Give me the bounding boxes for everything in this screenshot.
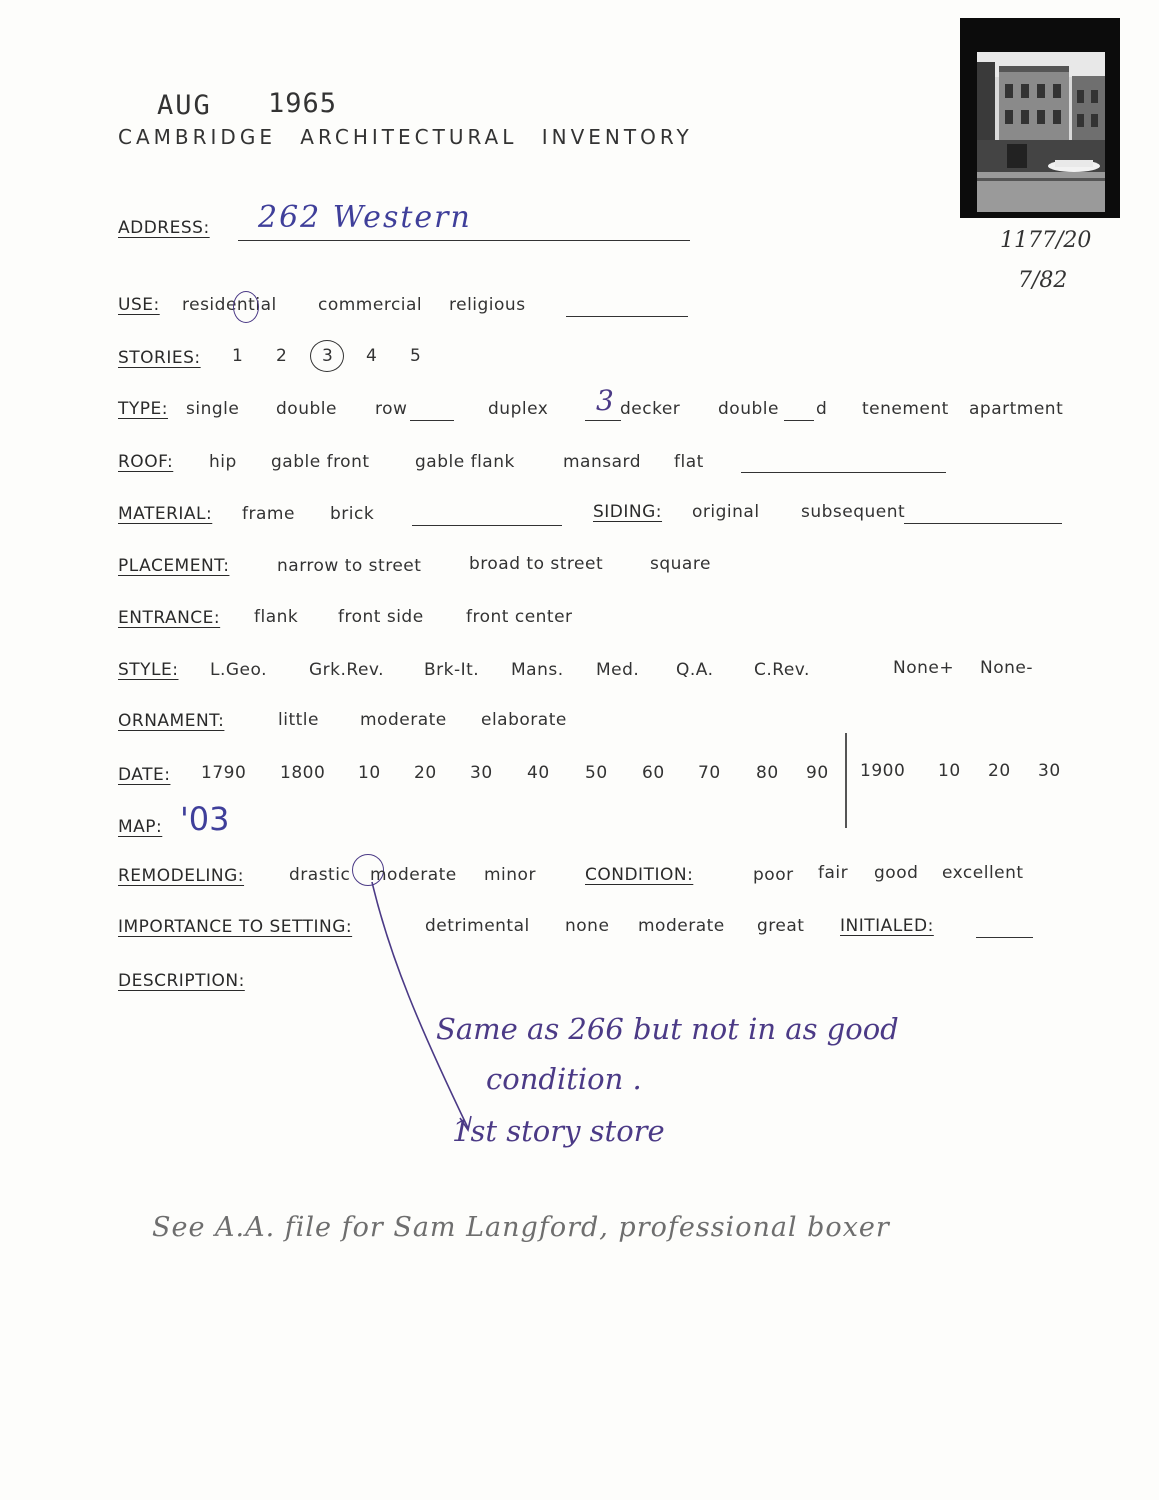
remodeling-label: REMODELING: (118, 866, 245, 886)
type-row-line (410, 420, 454, 421)
ornament-label: ORNAMENT: (118, 711, 225, 731)
ornament-option-moderate: moderate (360, 710, 447, 730)
roof-option-hip: hip (209, 452, 237, 472)
style-label: STYLE: (118, 660, 179, 680)
type-double-d-line (784, 420, 814, 421)
map-label: MAP: (118, 817, 163, 837)
placement-label: PLACEMENT: (118, 556, 230, 576)
century-divider (845, 733, 847, 828)
building-photo (960, 18, 1120, 218)
type-option-apartment: apartment (969, 399, 1064, 419)
date-month: AUG (157, 90, 212, 121)
style-option-qa: Q.A. (676, 660, 714, 680)
type-label: TYPE: (118, 399, 168, 419)
roof-other-line (741, 472, 946, 473)
style-option-mans: Mans. (511, 660, 564, 680)
importance-option-great: great (757, 916, 805, 936)
description-label: DESCRIPTION: (118, 971, 245, 991)
style-option-grkrev: Grk.Rev. (309, 660, 385, 680)
condition-label: CONDITION: (585, 865, 694, 885)
placement-option-broad: broad to street (469, 554, 604, 574)
annotation-arrow (360, 878, 500, 1138)
roof-option-mansard: mansard (563, 452, 642, 472)
importance-option-none: none (565, 916, 610, 936)
description-line2: condition . (486, 1062, 642, 1096)
roof-option-flat: flat (674, 452, 704, 472)
date-option: 20 (988, 761, 1011, 781)
type-option-decker: decker (620, 399, 681, 419)
selection-circle (310, 340, 344, 372)
use-other-line (566, 316, 688, 317)
date-option: 1800 (280, 763, 326, 783)
material-other-line (412, 525, 562, 526)
selection-circle (233, 291, 259, 323)
condition-option-excellent: excellent (942, 863, 1024, 883)
address-value: 262 Western (258, 200, 472, 235)
placement-option-square: square (650, 554, 711, 574)
roof-option-gable-front: gable front (271, 452, 370, 472)
entrance-option-front-side: front side (338, 607, 424, 627)
stories-option-3: 3 (322, 346, 334, 366)
style-option-med: Med. (596, 660, 640, 680)
type-option-double: double (276, 399, 337, 419)
date-option: 80 (756, 763, 779, 783)
description-line1: Same as 266 but not in as good (436, 1012, 899, 1046)
ornament-option-little: little (278, 710, 319, 730)
date-option: 1900 (860, 761, 906, 781)
map-value: '03 (180, 800, 230, 838)
date-option: 1790 (201, 763, 247, 783)
remodeling-option-drastic: drastic (289, 865, 351, 885)
address-line (238, 240, 690, 241)
stories-option-2: 2 (276, 346, 288, 366)
type-option-duplex: duplex (488, 399, 549, 419)
use-option-residential: residential (182, 295, 277, 315)
type-decker-value: 3 (596, 384, 614, 417)
date-label: DATE: (118, 765, 171, 785)
footer-note: See A.A. file for Sam Langford, professional boxer (152, 1212, 890, 1243)
material-label: MATERIAL: (118, 504, 213, 524)
stories-option-4: 4 (366, 346, 378, 366)
style-option-none-minus: None- (980, 658, 1033, 678)
condition-option-good: good (874, 863, 919, 883)
style-option-brkit: Brk-It. (424, 660, 480, 680)
initialed-line (976, 937, 1033, 938)
use-option-religious: religious (449, 295, 526, 315)
use-label: USE: (118, 295, 160, 315)
roof-label: ROOF: (118, 452, 174, 472)
description-line3: 1st story store (452, 1114, 665, 1148)
date-option: 40 (527, 763, 550, 783)
side-note-line1: 1177/20 (1000, 228, 1092, 253)
roof-option-gable-flank: gable flank (415, 452, 515, 472)
stories-option-5: 5 (410, 346, 422, 366)
date-option: 20 (414, 763, 437, 783)
stories-option-1: 1 (232, 346, 244, 366)
style-option-lgeo: L.Geo. (210, 660, 268, 680)
form-title: CAMBRIDGE ARCHITECTURAL INVENTORY (118, 125, 693, 149)
siding-label: SIDING: (593, 502, 663, 522)
date-option: 10 (938, 761, 961, 781)
placement-option-narrow: narrow to street (277, 556, 422, 576)
condition-option-poor: poor (753, 865, 794, 885)
type-option-tenement: tenement (862, 399, 949, 419)
date-option: 50 (585, 763, 608, 783)
material-option-brick: brick (330, 504, 375, 524)
siding-option-subsequent: subsequent (801, 502, 906, 522)
entrance-label: ENTRANCE: (118, 608, 221, 628)
style-option-crev: C.Rev. (754, 660, 810, 680)
date-option: 30 (470, 763, 493, 783)
remodeling-option-minor: minor (484, 865, 536, 885)
date-option: 60 (642, 763, 665, 783)
style-option-none-plus: None+ (893, 658, 955, 678)
date-option: 30 (1038, 761, 1061, 781)
importance-option-moderate: moderate (638, 916, 725, 936)
type-option-row: row (375, 399, 408, 419)
date-option: 10 (358, 763, 381, 783)
type-option-double-d: double (718, 399, 779, 419)
entrance-option-flank: flank (254, 607, 299, 627)
importance-option-detrimental: detrimental (425, 916, 530, 936)
stories-label: STORIES: (118, 348, 201, 368)
date-option: 70 (698, 763, 721, 783)
building-photo-icon (977, 52, 1105, 212)
type-option-d: d (816, 399, 828, 419)
type-decker-line (585, 420, 621, 421)
date-option: 90 (806, 763, 829, 783)
address-label: ADDRESS: (118, 218, 210, 238)
siding-other-line (904, 523, 1062, 524)
date-year: 1965 (268, 88, 338, 119)
side-note-line2: 7/82 (1018, 268, 1068, 293)
initialed-label: INITIALED: (840, 916, 934, 936)
entrance-option-front-center: front center (466, 607, 573, 627)
ornament-option-elaborate: elaborate (481, 710, 567, 730)
remodeling-option-moderate: moderate (370, 865, 457, 885)
importance-label: IMPORTANCE TO SETTING: (118, 917, 353, 937)
material-option-frame: frame (242, 504, 295, 524)
siding-option-original: original (692, 502, 760, 522)
type-option-single: single (186, 399, 240, 419)
use-option-commercial: commercial (318, 295, 423, 315)
condition-option-fair: fair (818, 863, 849, 883)
